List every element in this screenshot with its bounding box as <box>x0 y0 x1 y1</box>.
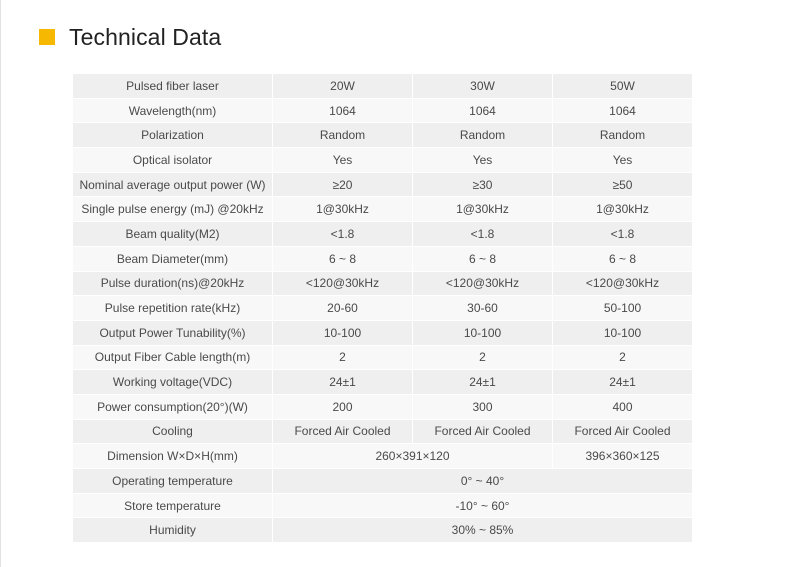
table-row <box>73 296 693 321</box>
section-header <box>39 20 221 54</box>
row-value: 1@30kHz <box>413 197 553 222</box>
dimension-50w: 396×360×125 <box>553 444 693 469</box>
row-label: Wavelength(nm) <box>73 99 273 124</box>
row-value: <120@30kHz <box>413 272 553 297</box>
row-value: 400 <box>553 395 693 420</box>
row-value: <1.8 <box>413 222 553 247</box>
table-row <box>73 99 693 124</box>
row-value: 24±1 <box>413 370 553 395</box>
row-value: 24±1 <box>273 370 413 395</box>
row-value: Forced Air Cooled <box>273 420 413 445</box>
row-value: <1.8 <box>273 222 413 247</box>
row-label: Single pulse energy (mJ) @20kHz <box>73 197 273 222</box>
header-cell: 30W <box>413 74 553 99</box>
row-value: 2 <box>413 346 553 371</box>
row-label: Pulse repetition rate(kHz) <box>73 296 273 321</box>
row-value: ≥50 <box>553 173 693 198</box>
table-row <box>73 222 693 247</box>
row-value: 2 <box>553 346 693 371</box>
row-value: 300 <box>413 395 553 420</box>
table-row <box>73 123 693 148</box>
row-value: 50-100 <box>553 296 693 321</box>
header-cell: 50W <box>553 74 693 99</box>
row-label: Output Power Tunability(%) <box>73 321 273 346</box>
row-label: Beam quality(M2) <box>73 222 273 247</box>
square-bullet-icon <box>39 29 55 45</box>
table-header-row <box>73 74 693 99</box>
table-row <box>73 370 693 395</box>
row-value: Random <box>553 123 693 148</box>
row-value: Yes <box>273 148 413 173</box>
humidity-value: 30% ~ 85% <box>273 518 693 543</box>
row-label: Beam Diameter(mm) <box>73 247 273 272</box>
row-label: Dimension W×D×H(mm) <box>73 444 273 469</box>
row-value: <1.8 <box>553 222 693 247</box>
table-row <box>73 346 693 371</box>
row-label: Pulse duration(ns)@20kHz <box>73 272 273 297</box>
table-row-store-temperature <box>73 494 693 519</box>
row-value: 2 <box>273 346 413 371</box>
row-label: Cooling <box>73 420 273 445</box>
table-row <box>73 197 693 222</box>
row-value: 20-60 <box>273 296 413 321</box>
row-value: 200 <box>273 395 413 420</box>
header-cell: Pulsed fiber laser <box>73 74 273 99</box>
table-row <box>73 247 693 272</box>
row-value: 1@30kHz <box>553 197 693 222</box>
row-label: Polarization <box>73 123 273 148</box>
row-value: 1@30kHz <box>273 197 413 222</box>
row-label: Nominal average output power (W) <box>73 173 273 198</box>
row-value: <120@30kHz <box>273 272 413 297</box>
row-value: 24±1 <box>553 370 693 395</box>
table-row <box>73 173 693 198</box>
row-label: Working voltage(VDC) <box>73 370 273 395</box>
store-temperature-value: -10° ~ 60° <box>273 494 693 519</box>
row-label: Optical isolator <box>73 148 273 173</box>
row-value: 10-100 <box>553 321 693 346</box>
table-row <box>73 321 693 346</box>
row-value: 6 ~ 8 <box>413 247 553 272</box>
row-label: Store temperature <box>73 494 273 519</box>
row-value: 6 ~ 8 <box>273 247 413 272</box>
header-cell: 20W <box>273 74 413 99</box>
operating-temperature-value: 0° ~ 40° <box>273 469 693 494</box>
row-value: Random <box>273 123 413 148</box>
row-value: 10-100 <box>273 321 413 346</box>
row-label: Power consumption(20°)(W) <box>73 395 273 420</box>
row-value: Random <box>413 123 553 148</box>
row-value: 6 ~ 8 <box>553 247 693 272</box>
row-value: 1064 <box>553 99 693 124</box>
row-value: 1064 <box>273 99 413 124</box>
row-value: Forced Air Cooled <box>413 420 553 445</box>
row-value: 30-60 <box>413 296 553 321</box>
row-value: Yes <box>413 148 553 173</box>
table-row-humidity <box>73 518 693 543</box>
page-title: Technical Data <box>69 23 222 50</box>
table-row <box>73 420 693 445</box>
row-value: Forced Air Cooled <box>553 420 693 445</box>
row-value: ≥20 <box>273 173 413 198</box>
row-label: Operating temperature <box>73 469 273 494</box>
row-value: <120@30kHz <box>553 272 693 297</box>
table-row <box>73 395 693 420</box>
row-label: Output Fiber Cable length(m) <box>73 346 273 371</box>
row-value: Yes <box>553 148 693 173</box>
dimension-20w-30w: 260×391×120 <box>273 444 553 469</box>
table-row-dimension <box>73 444 693 469</box>
row-label: Humidity <box>73 518 273 543</box>
spec-table <box>73 74 693 543</box>
table-row <box>73 272 693 297</box>
table-row-operating-temperature <box>73 469 693 494</box>
row-value: 10-100 <box>413 321 553 346</box>
row-value: ≥30 <box>413 173 553 198</box>
row-value: 1064 <box>413 99 553 124</box>
table-row <box>73 148 693 173</box>
